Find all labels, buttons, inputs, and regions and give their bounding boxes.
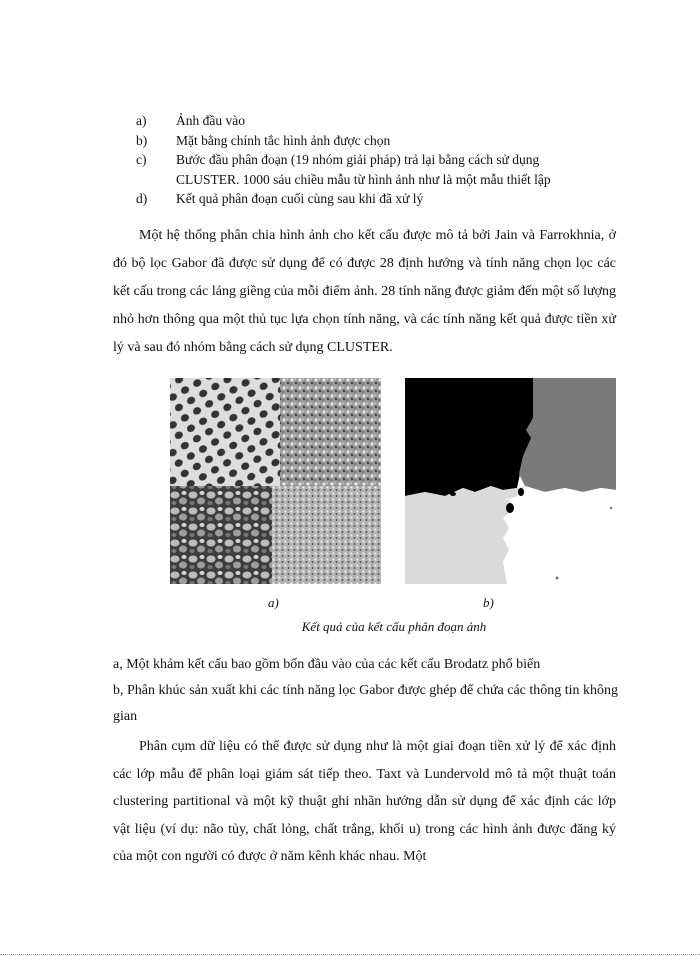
figure-caption: Kết quả của kết cấu phân đoạn ảnh [301,619,487,634]
figure-sublabel-a: a) [268,595,279,610]
list-item [136,150,606,170]
caption-list [136,111,606,209]
list-label: a) [136,113,147,128]
paragraph-text: Phân cụm dữ liệu có thể được sử dụng như là một giai đoạn tiền xử lý để xác định các lớp mẫu để phân loại giám sát tiếp theo. Taxt và Lundervold mô tả một thuật toán clustering partitional và một kỹ thuật ghi nhãn hướng dẫn sử dụng để xác định các lớp vật liệu (ví dụ: não tủy, chất lỏng, chất trắng, khối u) trong các hình ảnh được đăng ký của một con người có được ở năm kênh khác nhau. Một [113,739,616,864]
figure-sublabel-b: b) [483,595,494,610]
list-label: c) [136,152,147,167]
list-text: Kết quả phân đoạn cuối cùng sau khi đã xử lý [176,191,424,206]
list-text: Mặt bằng chính tắc hình ảnh được chọn [176,132,391,148]
segmentation-result-image [405,378,616,584]
list-label: d) [136,191,148,206]
body-paragraph [113,733,616,871]
list-item [136,111,606,131]
note-a: a, Một khảm kết cấu bao gồm bốn đầu vào của các kết cấu Brodatz phổ biến [113,657,541,672]
list-item [136,189,606,209]
list-label [136,170,156,190]
list-text: CLUSTER. 1000 sáu chiều mẫu từ hình ảnh như là một mẫu thiết lập [176,171,551,187]
list-item [136,170,606,190]
list-text: Bước đầu phân đoạn (19 nhóm giải pháp) trả lại bằng cách sử dụng [176,152,540,167]
list-label: b) [136,132,148,148]
list-text: Ảnh đầu vào [176,113,245,128]
note-b: b, Phân khúc sản xuất khi các tính năng lọc Gabor được ghép để chứa các thông tin không gian [113,683,619,724]
texture-mosaic-image [170,378,381,584]
list-item [136,131,606,151]
paragraph-text: Một hệ thống phân chia hình ảnh cho kết cấu được mô tả bởi Jain và Farrokhnia, ở đó bộ lọc Gabor đã được sử dụng để có được 28 định hướng và tính năng chọn lọc các kết cấu trong các láng giềng của mỗi điểm ảnh. 28 tính năng được giảm đến một số lượng nhỏ hơn thông qua một thủ tục lựa chọn tính năng, và các tính năng kết quả được tiền xử lý và sau đó nhóm bằng cách sử dụng CLUSTER. [113,228,616,355]
body-paragraph [113,222,616,362]
page-divider [0,954,700,955]
figure-notes [113,652,623,730]
